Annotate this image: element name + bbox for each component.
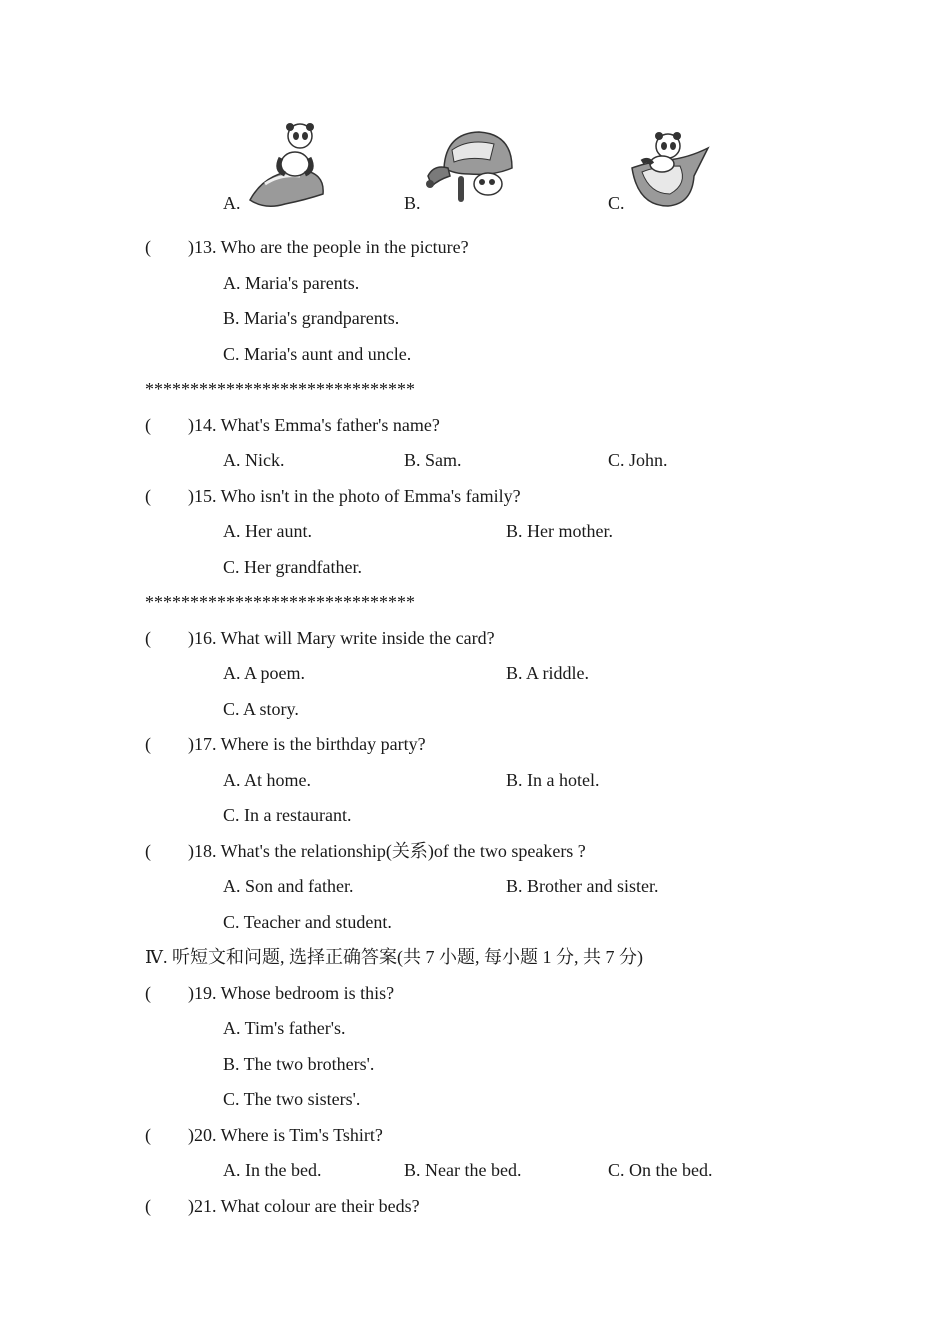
answer-paren-20[interactable]: ( [145,1125,151,1145]
question-16-option-c: C. A story. [223,699,299,719]
question-15-stem: )15. Who isn't in the photo of Emma's family? [188,486,521,506]
question-18-option-b: B. Brother and sister. [506,876,659,896]
question-21-stem: )21. What colour are their beds? [188,1196,420,1216]
question-17-option-c: C. In a restaurant. [223,805,352,825]
question-20-option-a: A. In the bed. [223,1160,322,1180]
question-15-option-a: A. Her aunt. [223,521,312,541]
answer-paren-18[interactable]: ( [145,841,151,861]
answer-paren-21[interactable]: ( [145,1196,151,1216]
picture-option-b-label: B. [404,193,421,213]
question-13-option-a: A. Maria's parents. [223,273,360,293]
question-18-option-c: C. Teacher and student. [223,912,392,932]
question-14-option-c: C. John. [608,450,668,470]
cap-over-panda-icon [424,128,516,210]
question-17-option-b: B. In a hotel. [506,770,600,790]
question-14-stem: )14. What's Emma's father's name? [188,415,440,435]
question-18-option-a: A. Son and father. [223,876,354,896]
answer-paren-14[interactable]: ( [145,415,151,435]
question-13-stem: )13. Who are the people in the picture? [188,237,469,257]
question-17-stem: )17. Where is the birthday party? [188,734,426,754]
star-divider-1: ****************************** [145,379,415,399]
panda-on-cap-icon [245,122,327,210]
question-13-option-b: B. Maria's grandparents. [223,308,400,328]
question-19-option-c: C. The two sisters'. [223,1089,361,1109]
question-16-stem: )16. What will Mary write inside the card? [188,628,495,648]
answer-paren-16[interactable]: ( [145,628,151,648]
question-19-stem: )19. Whose bedroom is this? [188,983,395,1003]
question-19-option-a: A. Tim's father's. [223,1018,346,1038]
answer-paren-15[interactable]: ( [145,486,151,506]
question-15-option-b: B. Her mother. [506,521,613,541]
answer-paren-19[interactable]: ( [145,983,151,1003]
question-20-option-b: B. Near the bed. [404,1160,522,1180]
section-4-heading: Ⅳ. 听短文和问题, 选择正确答案(共 7 小题, 每小题 1 分, 共 7 分) [145,947,643,967]
question-20-option-c: C. On the bed. [608,1160,713,1180]
question-14-option-b: B. Sam. [404,450,462,470]
question-13-option-c: C. Maria's aunt and uncle. [223,344,412,364]
question-18-stem: )18. What's the relationship(关系)of the two speakers ? [188,841,586,861]
question-16-option-a: A. A poem. [223,663,306,683]
panda-in-cap-icon [628,128,710,210]
answer-paren-13[interactable]: ( [145,237,151,257]
picture-option-a-label: A. [223,193,241,213]
star-divider-2: ****************************** [145,592,415,612]
answer-paren-17[interactable]: ( [145,734,151,754]
question-17-option-a: A. At home. [223,770,311,790]
question-20-stem: )20. Where is Tim's Tshirt? [188,1125,383,1145]
picture-option-c-label: C. [608,193,625,213]
question-16-option-b: B. A riddle. [506,663,590,683]
question-14-option-a: A. Nick. [223,450,285,470]
question-19-option-b: B. The two brothers'. [223,1054,375,1074]
question-15-option-c: C. Her grandfather. [223,557,362,577]
